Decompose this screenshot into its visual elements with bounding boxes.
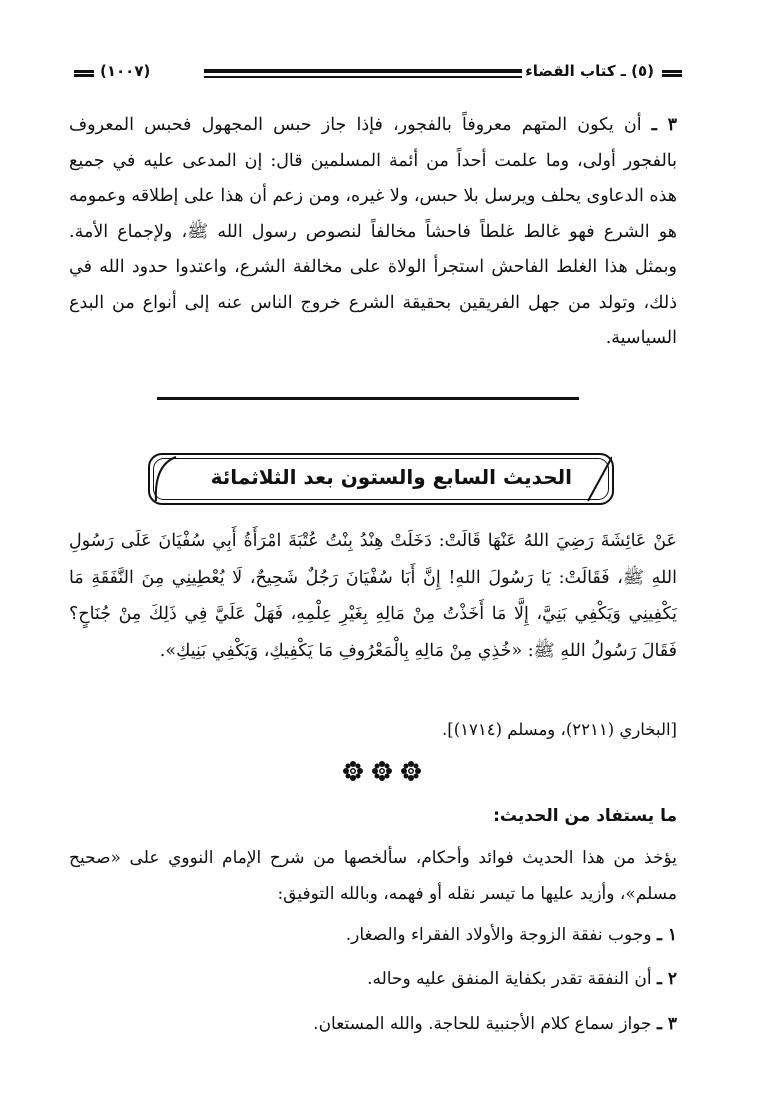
page-header: [74, 62, 682, 88]
hadith-text: عَنْ عَائِشَةَ رَضِيَ اللهُ عَنْهَا قَالَتْ: دَخَلَتْ هِنْدُ بِنْتُ عُتْبَةَ امْرَأَةُ أَبِي سُفْيَانَ عَلَى رَسُولِ اللهِ ﷺ، فَقَالَتْ: يَا رَسُولَ اللهِ! إِنَّ أَبَا سُفْيَانَ رَجُلٌ شَحِيحٌ، لَا يُعْطِينِي مِنَ النَّفَقَةِ مَا يَكْفِينِي وَيَكْفِي بَنِيَّ، إِلَّا مَا أَخَذْتُ مِنْ مَالِهِ بِغَيْرِ عِلْمِهِ، فَهَلْ عَلَيَّ فِي ذَلِكَ مِنْ جُنَاحٍ؟ فَقَالَ رَسُولُ اللهِ ﷺ: «خُذِي مِنْ مَالِهِ بِالْمَعْرُوفِ مَا يَكْفِيكِ، وَيَكْفِي بَنِيكِ».: [69, 531, 677, 661]
benefit-number: ٣ ـ: [656, 1014, 677, 1034]
section-divider: [157, 397, 579, 400]
benefit-item: [77, 1014, 677, 1034]
frame-corner-right-icon: [580, 455, 612, 503]
hadith-title-frame: [148, 453, 614, 505]
header-rule-left: [74, 70, 94, 77]
benefit-text: أن النفقة تقدر بكفاية المنفق عليه وحاله.: [367, 969, 652, 989]
benefit-text: وجوب نفقة الزوجة والأولاد الفقراء والصغار.: [345, 925, 652, 945]
benefit-item: [77, 925, 677, 945]
header-section-title: (٥) ـ كتاب القضاء: [525, 62, 654, 80]
frame-corner-left-icon: [150, 455, 182, 503]
header-page-number: (١٠٠٧): [100, 62, 151, 80]
star-flower-icon: [342, 760, 364, 782]
paragraph-point-3: [69, 108, 677, 357]
benefit-item: [77, 969, 677, 989]
point-number: ٣ ـ: [651, 115, 677, 135]
hadith-title: الحديث السابع والستون بعد الثلاثمائة: [210, 465, 572, 489]
benefits-intro: يؤخذ من هذا الحديث فوائد وأحكام، سألخصها من شرح الإمام النووي على «صحيح مسلم»، وأزيد عليها ما تيسر نقله أو فهمه، وبالله التوفيق:: [69, 848, 677, 904]
hadith-source: [البخاري (٢٢١١)، ومسلم (١٧١٤)].: [442, 720, 677, 739]
ornament-row: [342, 760, 422, 784]
benefit-number: ٢ ـ: [656, 969, 677, 989]
benefit-text: جواز سماع كلام الأجنبية للحاجة. والله المستعان.: [313, 1014, 652, 1034]
header-rule-middle: [204, 69, 522, 78]
star-flower-icon: [371, 760, 393, 782]
benefits-heading: ما يستفاد من الحديث:: [493, 806, 677, 826]
point-text: أن يكون المتهم معروفاً بالفجور، فإذا جاز حبس المجهول فحبس المعروف بالفجور أولى، وما علمت أحداً من أئمة المسلمين قال: إن المدعى عليه في جميع هذه الدعاوى يحلف ويرسل بلا حبس، ولا غيره، ومن زعم أن هذا على إطلاقه وعمومه هو الشرع فهو غالط غلطاً فاحشاً مخالفاً لنصوص رسول الله ﷺ، ولإجماع الأمة. وبمثل هذا الغلط الفاحش استجرأ الولاة على مخالفة الشرع، واعتدوا حدود الله في ذلك، وتولد من جهل الفريقين بحقيقة الشرع خروج الناس عنه إلى أنواع من البدع السياسية.: [69, 115, 677, 348]
star-flower-icon: [400, 760, 422, 782]
header-rule-right: [662, 70, 682, 77]
benefit-number: ١ ـ: [656, 925, 677, 945]
